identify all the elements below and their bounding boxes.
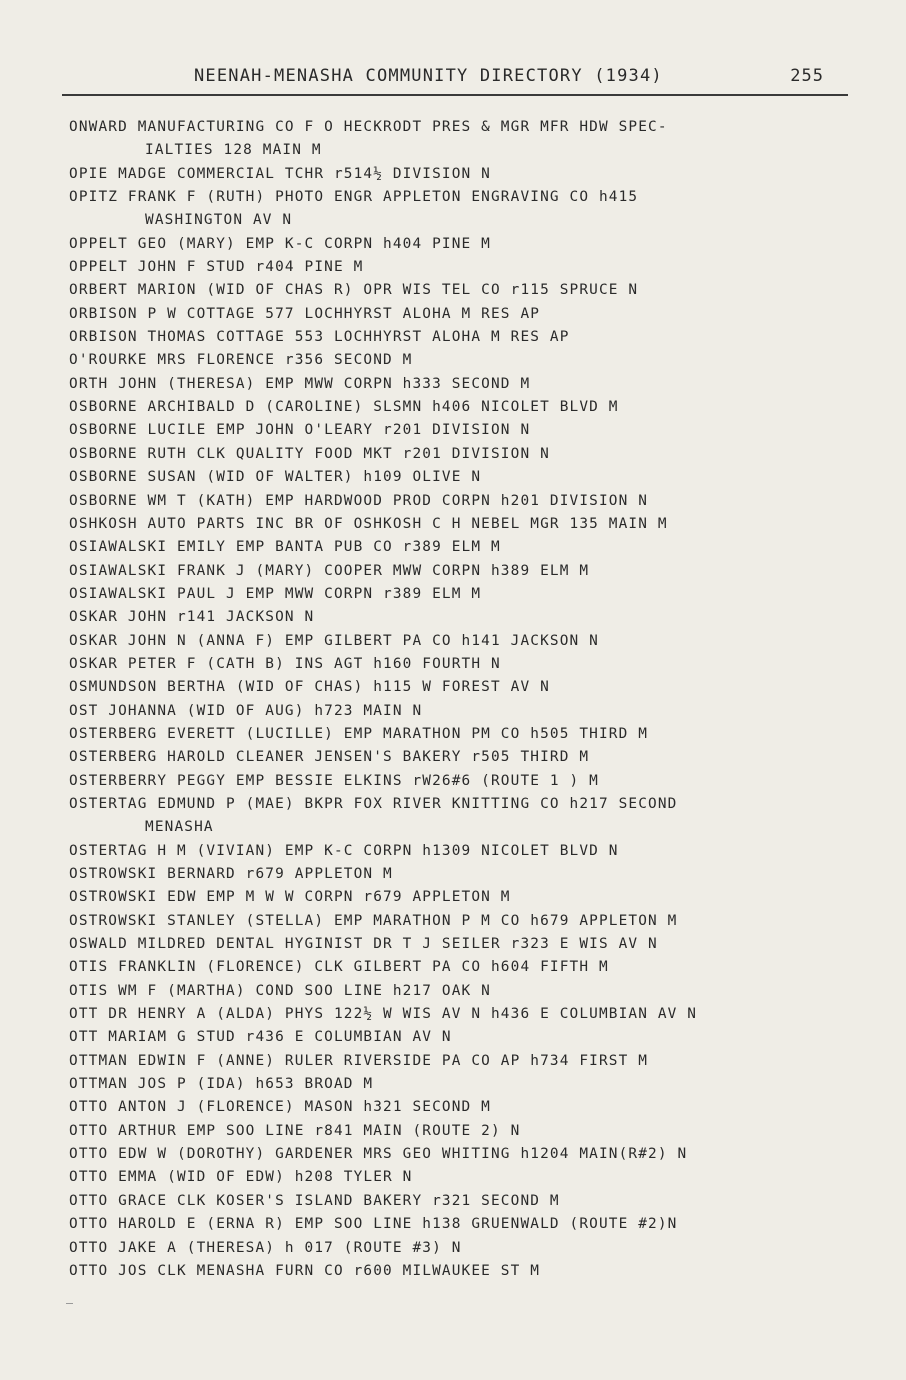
directory-entry: O'ROURKE MRS FLORENCE r356 SECOND M	[69, 352, 413, 369]
margin-mark	[66, 1303, 73, 1304]
directory-entry: OSBORNE ARCHIBALD D (CAROLINE) SLSMN h406 NICOLET BLVD M	[69, 399, 619, 416]
directory-entry: OSTERBERG EVERETT (LUCILLE) EMP MARATHON PM CO h505 THIRD M	[69, 725, 649, 742]
directory-entry: OSBORNE WM T (KATH) EMP HARDWOOD PROD CORPN h201 DIVISION N	[69, 492, 649, 509]
directory-entry: OSTERTAG EDMUND P (MAE) BKPR FOX RIVER KNITTING CO h217 SECOND	[69, 795, 678, 812]
directory-entry: OSBORNE LUCILE EMP JOHN O'LEARY r201 DIVISION N	[69, 422, 531, 439]
directory-entry: OTTMAN EDWIN F (ANNE) RULER RIVERSIDE PA CO AP h734 FIRST M	[69, 1052, 649, 1069]
directory-entries	[69, 116, 859, 1283]
directory-entry: OPITZ FRANK F (RUTH) PHOTO ENGR APPLETON ENGRAVING CO h415	[69, 189, 639, 206]
directory-entry-continuation: MENASHA	[145, 819, 214, 836]
directory-entry-continuation: WASHINGTON AV N	[145, 212, 293, 229]
directory-entry: ORBERT MARION (WID OF CHAS R) OPR WIS TEL CO r115 SPRUCE N	[69, 282, 639, 299]
directory-entry: ORBISON THOMAS COTTAGE 553 LOCHHYRST ALOHA M RES AP	[69, 329, 570, 346]
directory-entry: OSIAWALSKI FRANK J (MARY) COOPER MWW CORPN h389 ELM M	[69, 562, 590, 579]
directory-entry: OTTMAN JOS P (IDA) h653 BROAD M	[69, 1076, 374, 1093]
directory-entry: OSWALD MILDRED DENTAL HYGINIST DR T J SEILER r323 E WIS AV N	[69, 936, 658, 953]
directory-entry: ONWARD MANUFACTURING CO F O HECKRODT PRES & MGR MFR HDW SPEC-	[69, 119, 668, 135]
directory-entry: OST JOHANNA (WID OF AUG) h723 MAIN N	[69, 702, 423, 719]
directory-entry: OTTO ANTON J (FLORENCE) MASON h321 SECOND M	[69, 1099, 491, 1116]
directory-entry: OSKAR JOHN N (ANNA F) EMP GILBERT PA CO h141 JACKSON N	[69, 632, 599, 649]
directory-entry: ORBISON P W COTTAGE 577 LOCHHYRST ALOHA M RES AP	[69, 305, 541, 322]
directory-entry: OTIS FRANKLIN (FLORENCE) CLK GILBERT PA CO h604 FIFTH M	[69, 959, 609, 976]
directory-entry: OSBORNE SUSAN (WID OF WALTER) h109 OLIVE N	[69, 469, 482, 486]
directory-entry: OTTO EMMA (WID OF EDW) h208 TYLER N	[69, 1169, 413, 1186]
directory-entry: OTTO HAROLD E (ERNA R) EMP SOO LINE h138 GRUENWALD (ROUTE #2)N	[69, 1216, 678, 1233]
page-number: 255	[790, 66, 824, 86]
directory-entry: ORTH JOHN (THERESA) EMP MWW CORPN h333 SECOND M	[69, 375, 531, 392]
directory-entry: OPPELT GEO (MARY) EMP K-C CORPN h404 PINE M	[69, 235, 491, 252]
directory-entry: OSMUNDSON BERTHA (WID OF CHAS) h115 W FOREST AV N	[69, 679, 550, 696]
directory-entry: OTT DR HENRY A (ALDA) PHYS 122½ W WIS AV N h436 E COLUMBIAN AV N	[69, 1006, 698, 1023]
directory-entry: OSIAWALSKI EMILY EMP BANTA PUB CO r389 ELM M	[69, 539, 501, 556]
directory-entry: OSKAR JOHN r141 JACKSON N	[69, 609, 315, 626]
directory-entry: OSHKOSH AUTO PARTS INC BR OF OSHKOSH C H NEBEL MGR 135 MAIN M	[69, 515, 668, 532]
page-header	[62, 62, 848, 96]
directory-entry: OTTO JOS CLK MENASHA FURN CO r600 MILWAUKEE ST M	[69, 1262, 541, 1279]
directory-entry: OSTERBERRY PEGGY EMP BESSIE ELKINS rW26#6 (ROUTE 1 ) M	[69, 772, 599, 789]
directory-entry: OSIAWALSKI PAUL J EMP MWW CORPN r389 ELM M	[69, 585, 482, 602]
directory-entry: OTTO JAKE A (THERESA) h 017 (ROUTE #3) N	[69, 1239, 462, 1256]
directory-entry: OSTROWSKI BERNARD r679 APPLETON M	[69, 866, 393, 882]
directory-entry: OTTO ARTHUR EMP SOO LINE r841 MAIN (ROUTE 2) N	[69, 1122, 521, 1139]
directory-entry: OTTO EDW W (DOROTHY) GARDENER MRS GEO WHITING h1204 MAIN(R#2) N	[69, 1146, 688, 1163]
directory-entry: OSTROWSKI EDW EMP M W W CORPN r679 APPLETON M	[69, 889, 511, 906]
directory-entry: OTTO GRACE CLK KOSER'S ISLAND BAKERY r321 SECOND M	[69, 1192, 560, 1209]
directory-entry: OSKAR PETER F (CATH B) INS AGT h160 FOURTH N	[69, 655, 501, 672]
directory-entry: OPPELT JOHN F STUD r404 PINE M	[69, 259, 364, 276]
page-title: NEENAH-MENASHA COMMUNITY DIRECTORY (1934)	[194, 66, 663, 86]
directory-entry: OPIE MADGE COMMERCIAL TCHR r514½ DIVISION N	[69, 165, 491, 182]
directory-entry: OTT MARIAM G STUD r436 E COLUMBIAN AV N	[69, 1029, 452, 1046]
directory-entry: OSTROWSKI STANLEY (STELLA) EMP MARATHON P M CO h679 APPLETON M	[69, 912, 678, 929]
directory-entry: OSTERBERG HAROLD CLEANER JENSEN'S BAKERY r505 THIRD M	[69, 749, 590, 766]
directory-entry-continuation: IALTIES 128 MAIN M	[145, 142, 322, 159]
directory-entry: OTIS WM F (MARTHA) COND SOO LINE h217 OAK N	[69, 982, 491, 999]
directory-entry: OSBORNE RUTH CLK QUALITY FOOD MKT r201 DIVISION N	[69, 445, 550, 462]
directory-entry: OSTERTAG H M (VIVIAN) EMP K-C CORPN h1309 NICOLET BLVD N	[69, 842, 619, 859]
